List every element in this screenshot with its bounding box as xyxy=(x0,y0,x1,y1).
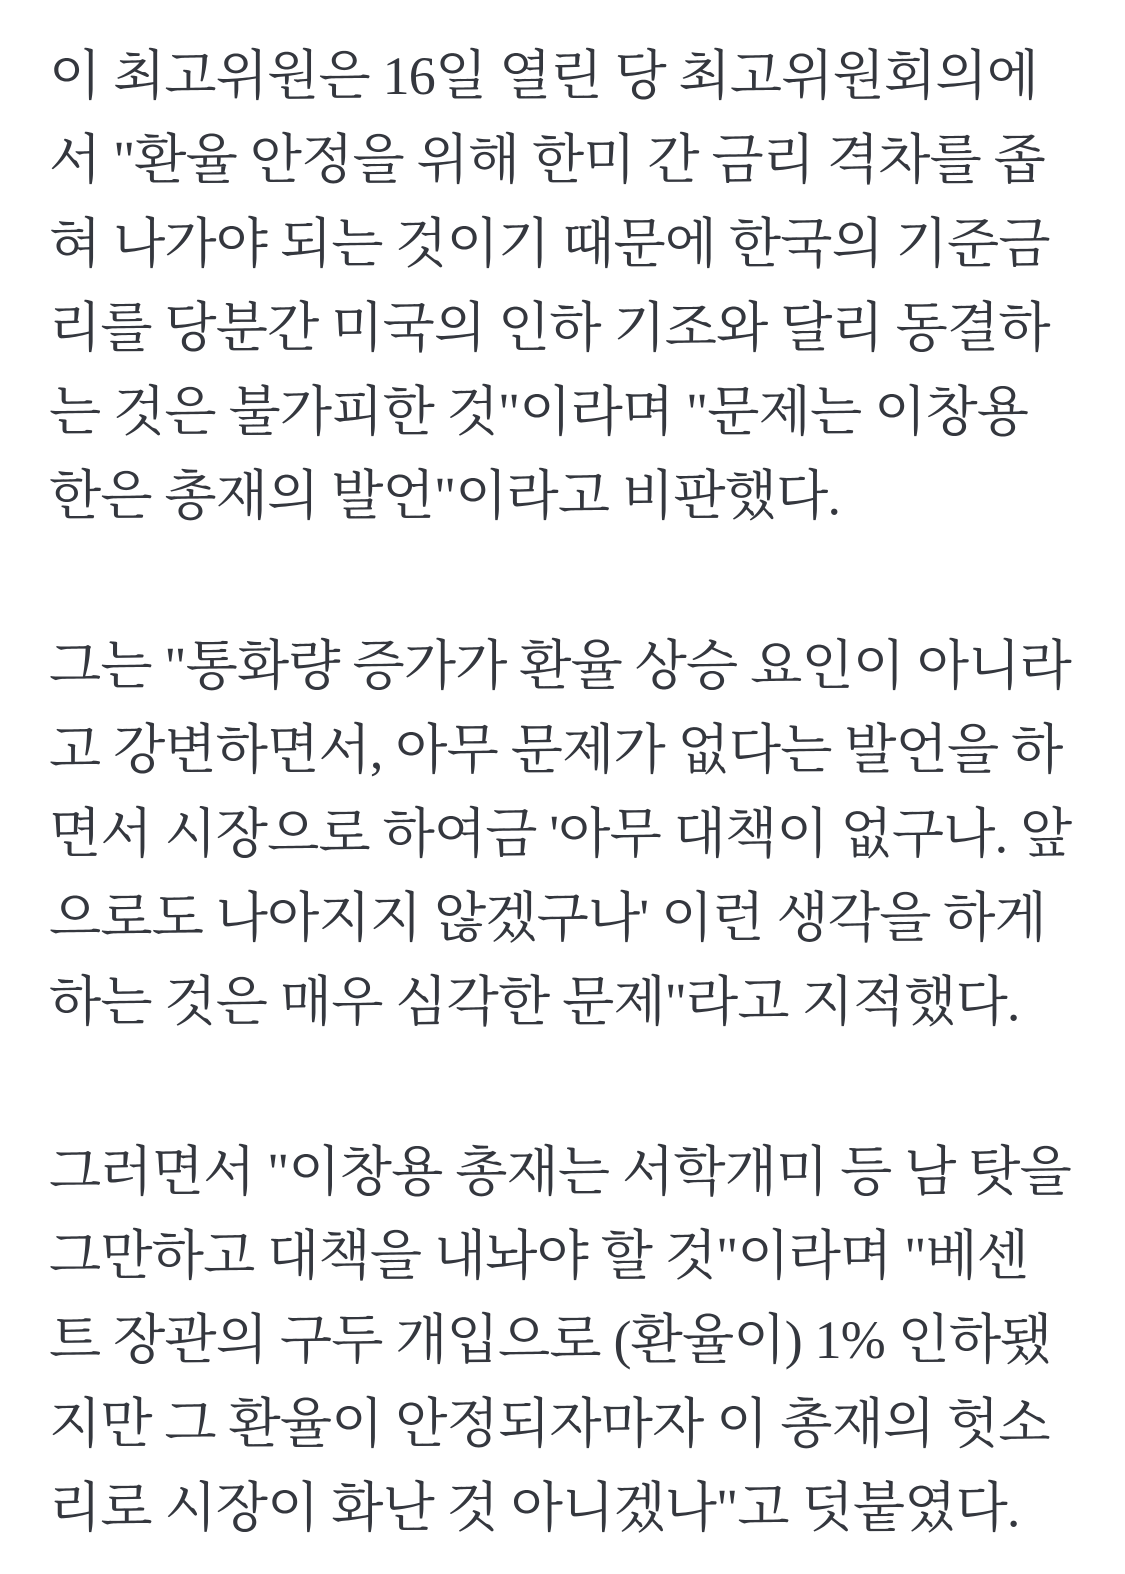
article-paragraph-1: 이 최고위원은 16일 열린 당 최고위원회의에서 "환율 안정을 위해 한미 간 금리 격차를 좁혀 나가야 되는 것이기 때문에 한국의 기준금리를 당분간 미국의 인하 기조와 달리 동결하는 것은 불가피한 것"이라며 "문제는 이창용 한은 총재의 발언"이라고 비판했다. xyxy=(49,46,1050,526)
article-paragraph-3: 그러면서 "이창용 총재는 서학개미 등 남 탓을 그만하고 대책을 내놔야 할 것"이라며 "베센트 장관의 구두 개입으로 (환율이) 1% 인하됐지만 그 환율이 안정되자마자 이 총재의 헛소리로 시장이 화난 것 아니겠나"고 덧붙였다. xyxy=(49,1142,1071,1538)
article-paragraph-2: 그는 "통화량 증가가 환율 상승 요인이 아니라고 강변하면서, 아무 문제가 없다는 발언을 하면서 시장으로 하여금 '아무 대책이 없구나. 앞으로도 나아지지 않겠구나' 이런 생각을 하게 하는 것은 매우 심각한 문제"라고 지적했다. xyxy=(49,636,1072,1032)
